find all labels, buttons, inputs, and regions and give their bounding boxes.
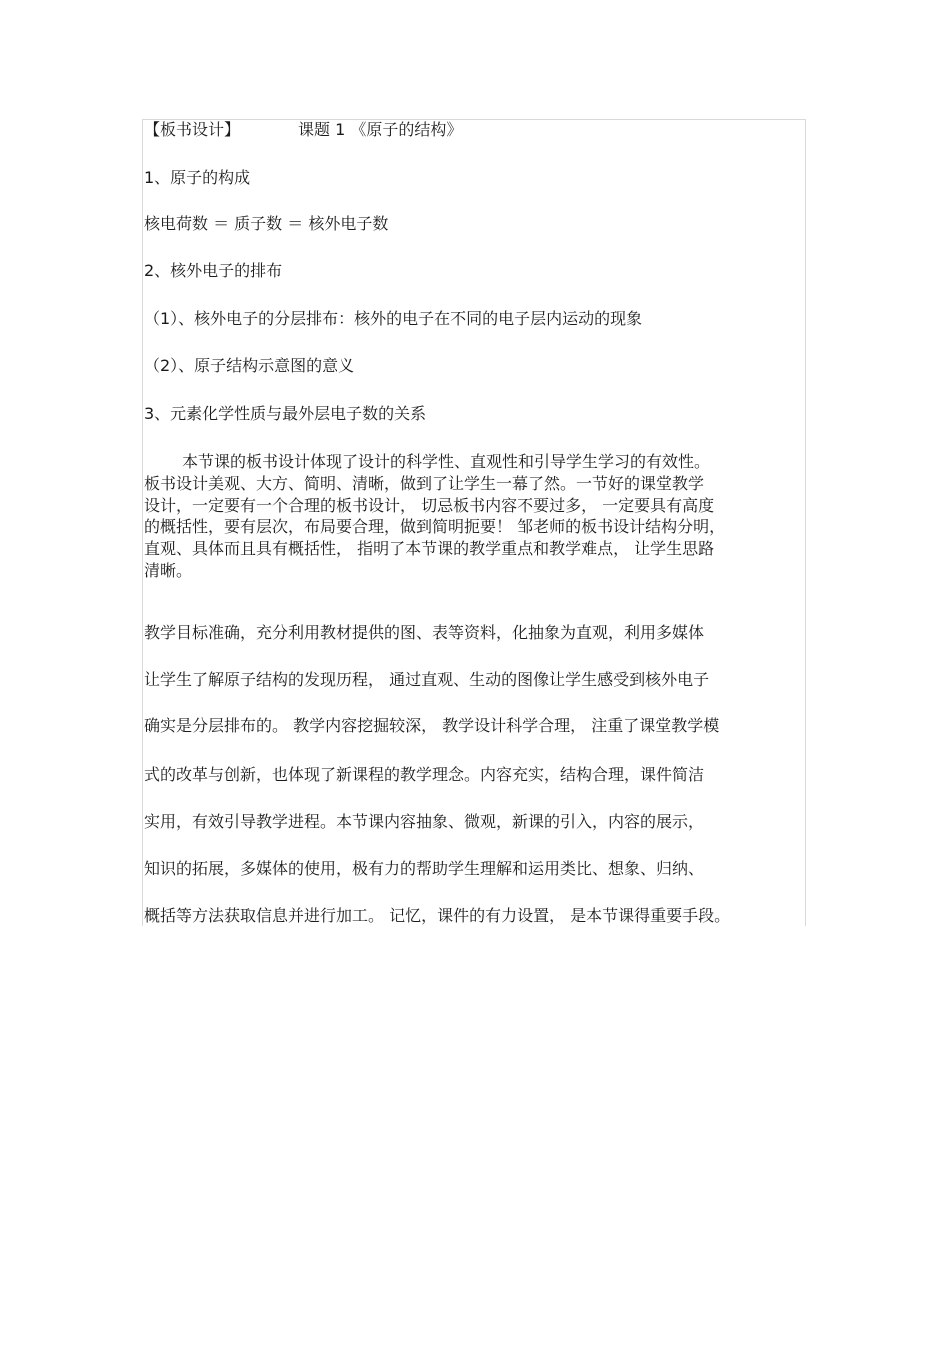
- commentary-paragraph-2-line: 知识的拓展，多媒体的使用，极有力的帮助学生理解和运用类比、想象、归纳、: [144, 859, 705, 878]
- paragraph-line: 本节课的板书设计体现了设计的科学性、直观性和引导学生学习的有效性。: [182, 452, 711, 471]
- outline-heading-1: 1、原子的构成: [144, 168, 251, 187]
- commentary-paragraph-2-line: 实用，有效引导教学进程。本节课内容抽象、微观，新课的引入，内容的展示，: [144, 812, 705, 831]
- commentary-paragraph-1: [144, 451, 806, 582]
- outline-subitem-1: （1）、核外电子的分层排布：核外的电子在不同的电子层内运动的现象: [144, 309, 643, 328]
- outline-formula: 核电荷数 ＝ 质子数 ＝ 核外电子数: [144, 214, 389, 233]
- paragraph-line: 设计，一定要有一个合理的板书设计， 切忌板书内容不要过多， 一定要具有高度: [144, 495, 715, 515]
- outline-heading-2: 2、核外电子的排布: [144, 261, 283, 280]
- lesson-topic: 课题 1 《原子的结构》: [298, 120, 463, 139]
- commentary-paragraph-2-line: 概括等方法获取信息并进行加工。 记忆，课件的有力设置， 是本节课得重要手段。: [144, 906, 731, 925]
- paragraph-line: 清晰。: [144, 560, 193, 580]
- outline-subitem-2: （2）、原子结构示意图的意义: [144, 356, 355, 375]
- commentary-paragraph-2-line: 让学生了解原子结构的发现历程， 通过直观、生动的图像让学生感受到核外电子: [144, 670, 710, 689]
- paragraph-line: 直观、具体而且具有概括性， 指明了本节课的教学重点和教学难点， 让学生思路: [144, 539, 715, 559]
- section-label: 【板书设计】: [144, 120, 241, 139]
- paragraph-line: 的概括性，要有层次，布局要合理，做到简明扼要！ 邹老师的板书设计结构分明，: [144, 517, 726, 537]
- commentary-paragraph-2-line: 确实是分层排布的。 教学内容挖掘较深， 教学设计科学合理， 注重了课堂教学模: [144, 716, 720, 735]
- outline-heading-3: 3、元素化学性质与最外层电子数的关系: [144, 404, 427, 423]
- commentary-paragraph-2-line: 教学目标准确，充分利用教材提供的图、表等资料，化抽象为直观，利用多媒体: [144, 623, 705, 642]
- commentary-paragraph-2-line: 式的改革与创新，也体现了新课程的教学理念。内容充实，结构合理，课件简洁: [144, 765, 705, 784]
- paragraph-line: 板书设计美观、大方、简明、清晰，做到了让学生一幕了然。一节好的课堂教学: [144, 473, 705, 493]
- board-design-header: [144, 120, 462, 140]
